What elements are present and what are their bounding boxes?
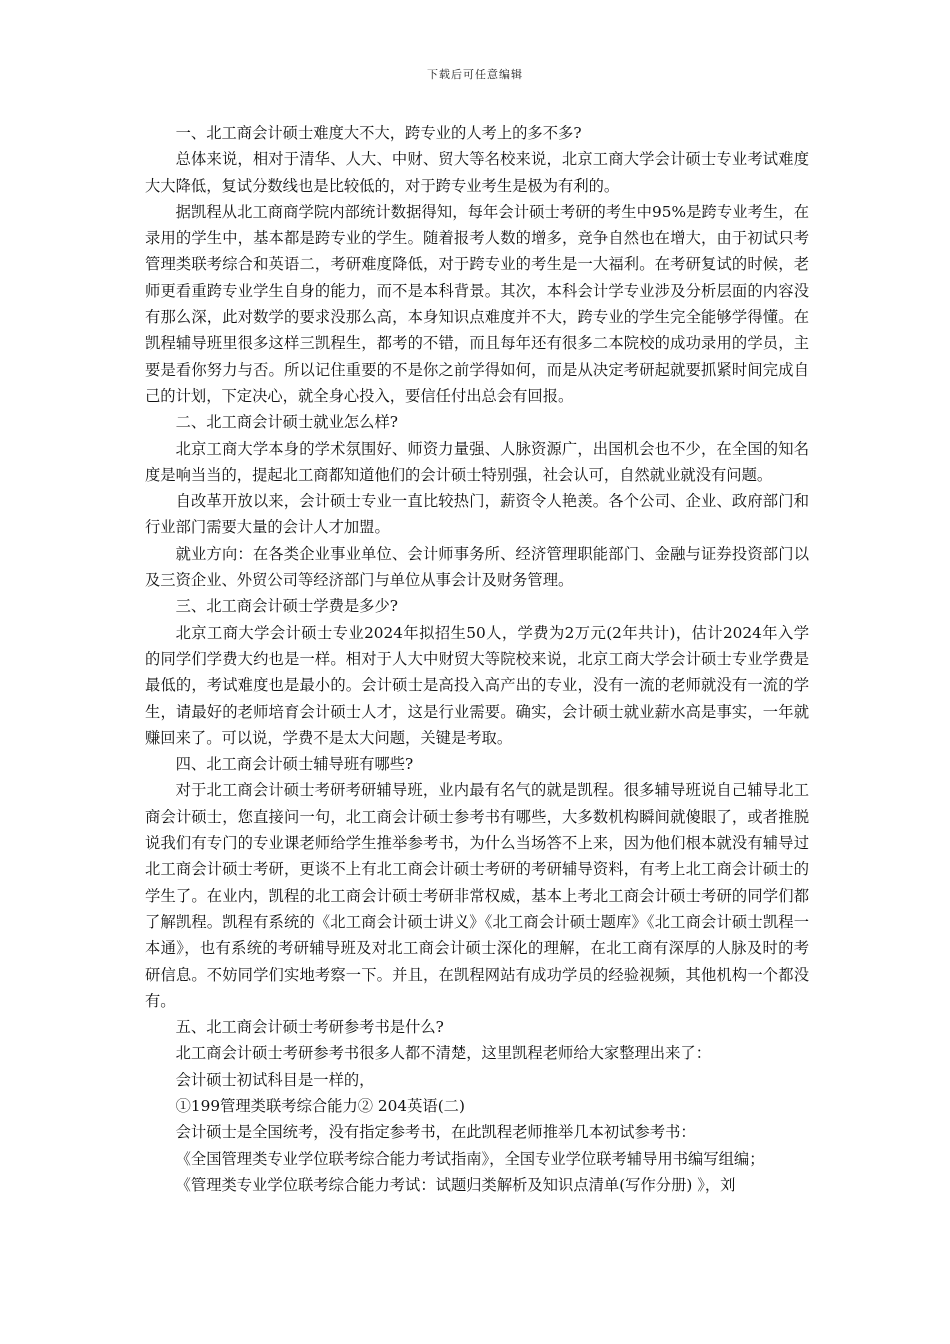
- paragraph: 北工商会计硕士考研参考书很多人都不清楚，这里凯程老师给大家整理出来了：: [175, 1044, 711, 1063]
- paragraph: 会计硕士是全国统考，没有指定参考书，在此凯程老师推举几本初试参考书：: [175, 1123, 696, 1142]
- section-3-heading: 三、北工商会计硕士学费是多少?: [175, 597, 398, 616]
- section-2-heading: 二、北工商会计硕士就业怎么样?: [175, 413, 398, 432]
- document-body: [145, 120, 809, 1198]
- paragraph: 会计硕士初试科目是一样的，: [175, 1070, 375, 1089]
- paragraph: 就业方向：在各类企业事业单位、会计师事务所、经济管理职能部门、金融与证券投资部门以及三资企业、外贸公司等经济部门与单位从事会计及财务管理。: [145, 544, 809, 590]
- paragraph: 《管理类专业学位联考综合能力考试：试题归类解析及知识点清单(写作分册) 》，刘: [175, 1175, 736, 1194]
- section-4-heading: 四、北工商会计硕士辅导班有哪些?: [175, 755, 414, 774]
- section-5-heading: 五、北工商会计硕士考研参考书是什么?: [175, 1018, 444, 1037]
- paragraph: 据凯程从北工商商学院内部统计数据得知，每年会计硕士考研的考生中95%是跨专业考生，在录用的学生中，基本都是跨专业的学生。随着报考人数的增多，竞争自然也在增大，由于初试只考管理类联考综合和英语二，考研难度降低，对于跨专业的考生是一大福利。在考研复试的时候，老师更看重跨专业学生自身的能力，而不是本科背景。其次，本科会计学专业涉及分析层面的内容没有那么深，此对数学的要求没那么高，本身知识点难度并不大，跨专业的学生完全能够学得懂。在凯程辅导班里很多这样三凯程生，都考的不错，而且每年还有很多二本院校的成功录用的学员，主要是看你努力与否。所以记住重要的不是你之前学得如何，而是从决定考研起就要抓紧时间完成自己的计划，下定决心，就全身心投入，要信任付出总会有回报。: [145, 202, 809, 405]
- paragraph: 《全国管理类专业学位联考综合能力考试指南》，全国专业学位联考辅导用书编写组编；: [175, 1149, 765, 1168]
- page-header: 下载后可任意编辑: [427, 68, 523, 81]
- paragraph: 北京工商大学本身的学术氛围好、师资力量强、人脉资源广，出国机会也不少，在全国的知名度是响当当的，提起北工商都知道他们的会计硕士特别强，社会认可，自然就业就没有问题。: [145, 439, 809, 484]
- paragraph: 自改革开放以来，会计硕士专业一直比较热门，薪资令人艳羡。各个公司、企业、政府部门和行业部门需要大量的会计人才加盟。: [145, 492, 809, 537]
- section-1-heading: 一、北工商会计硕士难度大不大，跨专业的人考上的多不多?: [175, 124, 582, 142]
- paragraph: 总体来说，相对于清华、人大、中财、贸大等名校来说，北京工商大学会计硕士专业考试难度大大降低，复试分数线也是比较低的，对于跨专业考生是极为有利的。: [145, 150, 809, 195]
- paragraph: 对于北工商会计硕士考研考研辅导班，业内最有名气的就是凯程。很多辅导班说自己辅导北工商会计硕士，您直接问一句，北工商会计硕士参考书有哪些，大多数机构瞬间就傻眼了，或者推脱说我们有专门的专业课老师给学生推举参考书，为什么当场答不上来，因为他们根本就没有辅导过北工商会计硕士考研，更谈不上有北工商会计硕士考研的考研辅导资料，有考上北工商会计硕士的学生了。在业内，凯程的北工商会计硕士考研非常权威，基本上考北工商会计硕士考研的同学们都了解凯程。凯程有系统的《北工商会计硕士讲义》《北工商会计硕士题库》《北工商会计硕士凯程一本通》，也有系统的考研辅导班及对北工商会计硕士深化的理解，在北工商有深厚的人脉及时的考研信息。不妨同学们实地考察一下。并且，在凯程网站有成功学员的经验视频，其他机构一个都没有。: [145, 781, 809, 1010]
- paragraph: ①199管理类联考综合能力② 204英语(二): [175, 1096, 465, 1115]
- paragraph: 北京工商大学会计硕士专业2024年拟招生50人，学费为2万元(2年共计)，估计2024年入学的同学们学费大约也是一样。相对于人大中财贸大等院校来说，北京工商大学会计硕士专业学费是最低的，考试难度也是最小的。会计硕士是高投入高产出的专业，没有一流的老师就没有一流的学生，请最好的老师培育会计硕士人才，这是行业需要。确实，会计硕士就业薪水高是事实，一年就赚回来了。可以说，学费不是太大问题，关键是考取。: [145, 623, 809, 747]
